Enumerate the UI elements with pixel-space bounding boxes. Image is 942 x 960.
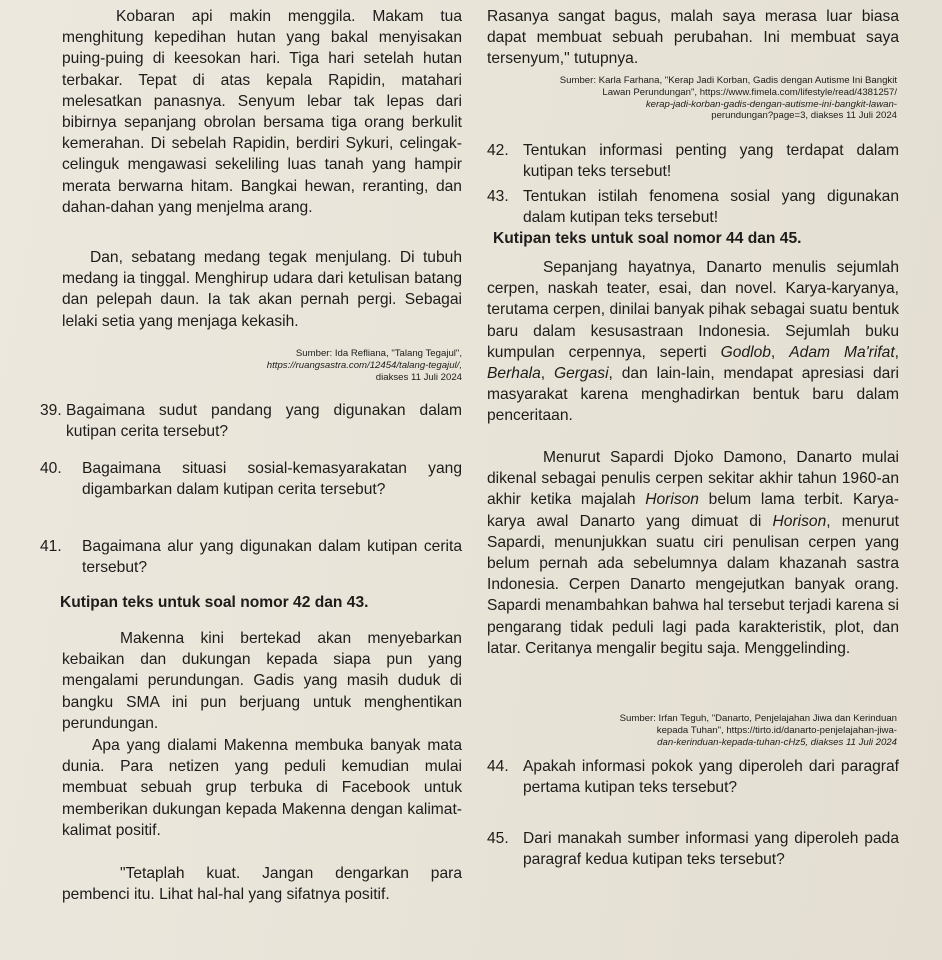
news-paragraph-1: Makenna kini bertekad akan menyebarkan kebaikan dan dukungan kepada siapa pun yang mengalami perundungan. Gadis yang masih duduk di bangku SMA ini pun berjuang untuk menghentikan perundungan. (62, 630, 462, 732)
news-paragraph-continued: Rasanya sangat bagus, malah saya merasa luar biasa dapat membuat sebuah perubahan. Ini membuat saya tersenyum," tutupnya. (487, 8, 899, 68)
question-40-number: 40. (40, 460, 62, 477)
question-39-number: 39. (40, 402, 62, 419)
source-citation-2-line-2: Lawan Perundungan", https://www.fimela.com/lifestyle/read/4381257/ (602, 86, 897, 98)
news-paragraph-2: Apa yang dialami Makenna membuka banyak mata dunia. Para netizen yang peduli kemudian mulai membuat sebuah grup terbuka di Facebook untuk memberikan dukungan kepada Makenna dengan kalimat-kalimat positif. (62, 737, 462, 839)
question-40-text: Bagaimana situasi sosial-kemasyarakatan yang digambarkan dalam kutipan cerita tersebut? (82, 460, 462, 499)
danarto-paragraph-2: Menurut Sapardi Djoko Damono, Danarto mulai dikenal sebagai penulis cerpen sekitar akhir tahun 1960-an akhir ketika majalah Horison belum lama terbit. Karya-karya awal Danarto yang dimuat di Horison, menurut Sapardi, menunjukkan suatu ciri penulisan cerpen yang belum pernah ada sebelumnya dalam khazanah sastra Indonesia. Cerpen Danarto mengejutkan banyak orang. Sapardi menambahkan bahwa hal tersebut terjadi karena si pengarang tidak peduli lagi pada karakteristik, plot, dan latar. Ceritanya mengalir begitu saja. Menggelinding. (487, 449, 900, 657)
question-41-number: 41. (40, 538, 62, 555)
question-42-text: Tentukan informasi penting yang terdapat dalam kutipan teks tersebut! (523, 142, 899, 181)
news-paragraph-3: "Tetaplah kuat. Jangan dengarkan para pembenci itu. Lihat hal-hal yang sifatnya positif. (62, 865, 462, 904)
source-citation-3 (487, 713, 897, 748)
question-44-text: Apakah informasi pokok yang diperoleh dari paragraf pertama kutipan teks tersebut? (523, 758, 899, 797)
source-citation-3-line-1: Sumber: Irfan Teguh, "Danarto, Penjelajahan Jiwa dan Kerinduan (619, 713, 897, 724)
question-40 (40, 458, 462, 500)
source-citation-1-line-1: Sumber: Ida Refliana, "Talang Tegajul", (295, 348, 462, 359)
source-citation-3-line-2: kepada Tuhan", https://tirto.id/danarto-penjelajahan-jiwa- (656, 724, 897, 736)
book-title-berhala: Berhala (487, 365, 541, 383)
source-citation-2-line-4: perundungan?page=3, diakses 11 Juli 2024 (711, 110, 897, 122)
magazine-horison-2: Horison (772, 512, 827, 530)
book-title-gergasi: Gergasi (553, 365, 609, 383)
question-39-text: Bagaimana sudut pandang yang digunakan dalam kutipan cerita tersebut? (66, 402, 462, 441)
question-45-text: Dari manakah sumber informasi yang diperoleh pada paragraf kedua kutipan teks tersebut? (523, 830, 899, 869)
question-42-number: 42. (487, 142, 509, 159)
heading-quote-42-43: Kutipan teks untuk soal nomor 42 dan 43. (60, 594, 369, 611)
story-paragraph-1: Kobaran api makin menggila. Makam tua menghitung kepedihan hutan yang bakal menyisakan puing-puing di keesokan hari. Tiga hari setelah hutan terbakar. Tepat di atas kepala Rapidin, matahari melesatkan panasnya. Senyum lebar tak lepas dari bibirnya sepanjang obrolan bersama tiga orang berkulit kemerahan. Di sebelah Rapidin, berdiri Sykuri, celingak-celinguk mengawasi sekeliling luas tanah yang hampir merata berwarna hitam. Bangkai hewan, reranting, dan dahan-dahan yang menjelma arang. (62, 8, 462, 216)
question-41 (40, 536, 462, 578)
question-44 (487, 756, 899, 798)
question-39 (40, 400, 462, 442)
question-43-number: 43. (487, 188, 509, 205)
question-43-text: Tentukan istilah fenomena sosial yang digunakan dalam kutipan teks tersebut! (523, 188, 899, 227)
story-paragraph-2: Dan, sebatang medang tegak menjulang. Di tubuh medang ia tinggal. Menghirup udara dari ketulisan batang dan pelepah daun. Ia tak akan pernah pergi. Sebagai lelaki setia yang menjaga kekasih. (62, 249, 462, 330)
source-citation-3-line-3: dan-kerinduan-kepada-tuhan-cHz5, diakses 11 Juli 2024 (657, 736, 897, 748)
danarto-paragraph-1: Sepanjang hayatnya, Danarto menulis sejumlah cerpen, naskah teater, esai, dan novel. Karya-karyanya, terutama cerpen, dinilai banyak pihak sebagai suatu bentuk baru dalam kesusastraan Indonesia. Sejumlah buku kumpulan cerpennya, seperti Godlob, Adam Ma'rifat, Berhala, Gergasi, dan lain-lain, mendapat apresiasi dari masyarakat karena menghadirkan bentuk baru dalam penceritaan. (487, 259, 900, 425)
source-citation-1 (62, 348, 462, 383)
source-citation-1-line-2: https://ruangsastra.com/12454/talang-tegajul/, (266, 359, 462, 371)
question-44-number: 44. (487, 758, 509, 775)
question-45 (487, 828, 899, 870)
heading-quote-44-45: Kutipan teks untuk soal nomor 44 dan 45. (493, 230, 802, 247)
magazine-horison: Horison (645, 491, 699, 509)
question-43 (487, 186, 899, 228)
book-title-godlob: Godlob (720, 343, 771, 361)
question-42 (487, 140, 899, 182)
source-citation-2 (487, 75, 897, 122)
book-title-adam-marifat: Adam Ma'rifat (789, 343, 895, 361)
source-citation-2-line-3: kerap-jadi-korban-gadis-dengan-autisme-ini-bangkit-lawan- (645, 98, 897, 110)
question-41-text: Bagaimana alur yang digunakan dalam kutipan cerita tersebut? (82, 538, 462, 577)
source-citation-2-line-1: Sumber: Karla Farhana, "Kerap Jadi Korban, Gadis dengan Autisme Ini Bangkit (559, 75, 897, 86)
question-45-number: 45. (487, 830, 509, 847)
source-citation-1-line-3: diakses 11 Juli 2024 (375, 371, 462, 383)
